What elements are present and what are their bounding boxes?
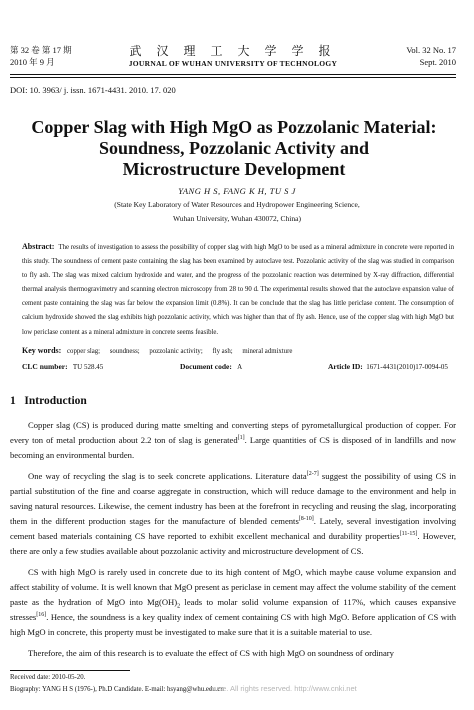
- text-run: Therefore, the aim of this research is to evaluate the effect of CS with high MgO on soundness of ordinary: [28, 647, 394, 658]
- document-code: [180, 362, 242, 371]
- classification-row: [22, 362, 454, 374]
- article-id-value: 1671-4431(2010)17-0094-05: [366, 363, 448, 371]
- abstract-text: The results of investigation to assess the possibility of copper slag with high MgO to be used as a mineral admixture in concrete were reported in this study. The soundness of cement paste containing the slag has been examined by autoclave test. Pozzolanic activity of the slag was studied in comparison to fly ash. The slag was mixed calcium hydroxide and water, and the progress of the pozzolanic reaction was determined by X-ray diffraction, differential thermal analysis thermogravimetry and scanning electron microscopy from 28 to 90 d. The experimental results showed that the autoclave expansion value of cement paste containing the slag was far below the expansion limit (0.8%). It can be conclude that the slag has little periclase content. The consumption of calcium hydroxide showed the slag exhibits high pozzolanic activity, which was higher than that of fly ash. Hence, use of the copper slag with high MgO but low periclase content as a mineral admixture in concrete seems feasible.: [22, 244, 454, 336]
- abstract: [22, 240, 454, 340]
- title-line-1: Copper Slag with High MgO as Pozzolanic Material:: [31, 117, 437, 137]
- document-code-label: Document code:: [180, 362, 232, 371]
- header-date-en: Sept. 2010: [419, 57, 456, 67]
- paragraph: [10, 646, 456, 661]
- journal-name-cn: 武 汉 理 工 大 学 学 报: [129, 44, 337, 58]
- journal-header: [10, 44, 456, 74]
- clc-value: TU 528.45: [72, 363, 104, 371]
- article-id-label: Article ID:: [328, 362, 363, 371]
- header-volume-en: Vol. 32 No. 17: [406, 45, 456, 55]
- cnki-watermark: ouse. All rights reserved. http://www.cnki.net: [210, 684, 357, 693]
- citation: [16]: [36, 612, 47, 619]
- keywords: [22, 346, 454, 355]
- keyword-item: pozzolanic activity;: [149, 348, 203, 355]
- citation: [2-7]: [306, 470, 319, 477]
- author-biography: Biography: YANG H S (1976-), Ph.D Candidate. E-mail: hsyang@whu.edu.cn: [10, 686, 224, 693]
- clc-label: CLC number:: [22, 362, 68, 371]
- header-rule-thick: [10, 74, 456, 75]
- affiliation-line-1: (State Key Laboratory of Water Resources and Hydropower Engineering Science,: [114, 200, 360, 209]
- affiliation: [0, 198, 474, 226]
- author-list: YANG H S, FANG K H, TU S J: [178, 186, 296, 196]
- header-volume-cn: 第 32 卷 第 17 期: [10, 45, 72, 55]
- keywords-label: Key words:: [22, 346, 62, 355]
- section-title: Introduction: [24, 395, 87, 407]
- keyword-item: fly ash;: [212, 348, 233, 355]
- paper-title: [12, 117, 456, 180]
- document-code-value: A: [237, 363, 243, 371]
- header-center: [10, 44, 456, 69]
- citation: [8-10]: [298, 516, 314, 523]
- section-heading: [10, 395, 87, 407]
- text-run: . Large quantities of CS is disposed of in landfills and now becoming an environmental burden.: [10, 435, 456, 461]
- text-run: CS with high MgO is rarely used in concrete due to its high content of MgO, which maybe cause volume expansion and affect stability of volume. It is well known that MgO present as periclase in cement may affect the volume stability of the cement paste as the hydration of MgO into Mg(OH): [10, 566, 456, 608]
- keyword-item: mineral admixture: [242, 348, 293, 355]
- journal-name-en: JOURNAL OF WUHAN UNIVERSITY OF TECHNOLOGY: [128, 59, 338, 68]
- text-run: leads to molar solid volume expansion of 117%, which causes expansive stresses: [10, 597, 457, 623]
- text-run: suggest the possibility of using CS in partial substitution of the fine and coarse aggregate in construction, which will reduce damage to the environment and help in saving natural resources. Likewise, the cement industry has been at the forefront in recycling and reusing the slag, incorporating them in the different production stages for the manufacture of blended cements: [10, 470, 456, 527]
- title-line-2: Soundness, Pozzolanic Activity and: [98, 138, 370, 158]
- text-run: . However, there are only a few studies available about pozzolanic activity and microstructure development of CS.: [10, 531, 456, 557]
- subscript: 2: [177, 603, 181, 610]
- citation: [11-15]: [399, 531, 418, 538]
- paragraph: [10, 418, 456, 463]
- header-date-cn: 2010 年 9 月: [10, 57, 55, 67]
- keyword-item: soundness;: [109, 348, 140, 355]
- abstract-label: Abstract:: [22, 242, 55, 251]
- text-run: One way of recycling the slag is to seek concrete applications. Literature data: [28, 470, 307, 481]
- affiliation-line-2: Wuhan University, Wuhan 430072, China): [173, 214, 301, 223]
- paragraph: [10, 565, 456, 640]
- footnote-rule: [10, 670, 130, 671]
- section-number: 1: [10, 395, 16, 407]
- text-run: . Hence, the soundness is a key quality index of cement containing CS with high MgO. Before application of CS with high MgO in concrete, this property must be investigated to make sure that it is a suitable material to use.: [10, 612, 456, 638]
- footnote: [10, 672, 224, 696]
- keyword-item: copper slag;: [67, 348, 101, 355]
- text-run: . Lately, several investigation involving cement based materials containing CS have reported to exhibit excellent mechanical and durability properties: [10, 516, 456, 542]
- text-run: Copper slag (CS) is produced during matte smelting and converting steps of pyrometallurgical production of copper. For every ton of metal production about 2.2 ton of slag is generated: [10, 420, 456, 446]
- doi-line: DOI: 10. 3963/ j. issn. 1671-4431. 2010. 17. 020: [10, 85, 176, 95]
- citation: [1]: [237, 435, 245, 442]
- header-rule-thin: [10, 77, 456, 78]
- clc-number: [22, 362, 103, 371]
- body-text: [10, 418, 456, 666]
- paragraph: [10, 469, 456, 560]
- received-date: Received date: 2010-05-20.: [10, 674, 86, 681]
- article-id: [328, 362, 448, 371]
- header-right: [406, 44, 456, 68]
- title-line-3: Microstructure Development: [122, 159, 346, 179]
